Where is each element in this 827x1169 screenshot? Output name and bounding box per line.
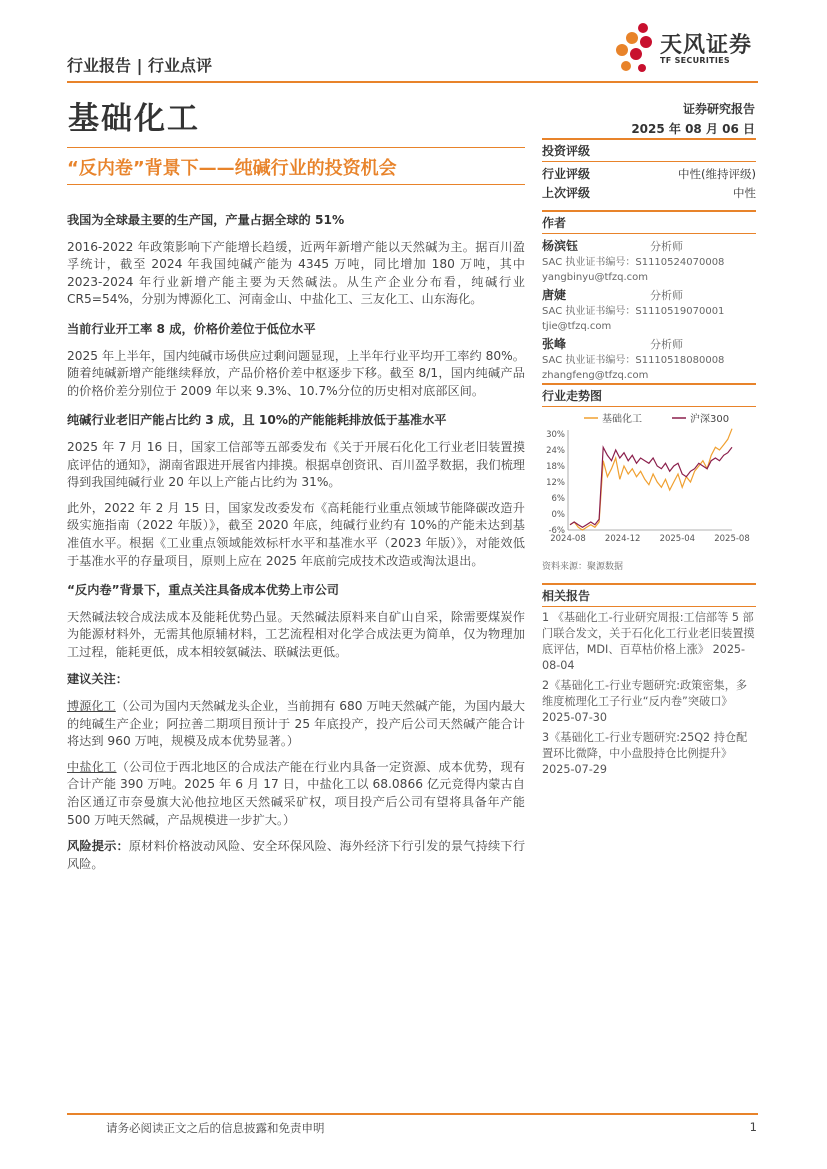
paragraph: 天然碱法较合成法成本及能耗优势凸显。天然碱法原料来自矿山自采，除需要煤炭作为能源材料外，无需其他原辅材料，工艺流程相对化学合成法更为简单，仅为物理加工过程，能耗更低，成本相较氨碱法、联碱法更低。 <box>67 609 525 659</box>
author-name: 杨滨钰 <box>542 239 579 253</box>
related-title: 2《基础化工-行业专题研究:政策密集，多维度梳理化工子行业“反内卷”突破口》 <box>542 679 748 708</box>
rating-heading: 投资评级 <box>542 144 591 158</box>
trend-heading: 行业走势图 <box>542 389 603 403</box>
company-name: 中盐化工 <box>67 759 117 774</box>
rating-block <box>542 138 756 203</box>
report-type: 证券研究报告 <box>682 102 755 116</box>
sector-title: 基础化工 <box>68 101 200 137</box>
report-title: “反内卷”背景下——纯碱行业的投资机会 <box>67 158 397 179</box>
divider <box>542 406 756 407</box>
related-report-link[interactable] <box>542 730 756 778</box>
author-sac: SAC 执业证书编号：S1110519070001 <box>542 306 725 317</box>
risk-label: 风险提示： <box>67 839 129 854</box>
legend-label: 基础化工 <box>602 414 642 425</box>
author-email: tjie@tfzq.com <box>542 321 612 332</box>
related-list <box>542 610 756 778</box>
author-email: zhangfeng@tfzq.com <box>542 370 649 381</box>
y-tick-label: 24% <box>546 446 565 456</box>
author-name: 唐婕 <box>542 288 567 302</box>
y-tick-label: 12% <box>546 478 565 488</box>
title-rule-top <box>67 147 525 148</box>
page-number: 1 <box>749 1120 757 1134</box>
author-entry <box>542 238 756 285</box>
related-heading: 相关报告 <box>542 589 591 603</box>
divider <box>542 233 756 234</box>
report-category: 行业报告 | 行业点评 <box>67 56 212 75</box>
title-rule-bottom <box>67 184 525 185</box>
trend-block <box>542 383 756 407</box>
company-name: 博源化工 <box>67 699 116 714</box>
related-date: 2025-07-30 <box>542 711 608 724</box>
section-heading: “反内卷”背景下，重点关注具备成本优势上市公司 <box>67 583 339 598</box>
author-sac: SAC 执业证书编号：S1110524070008 <box>542 257 725 268</box>
advice-item <box>67 698 525 751</box>
related-report-link[interactable] <box>542 610 756 674</box>
author-entry <box>542 287 756 334</box>
footer-disclaimer: 请务必阅读正文之后的信息披露和免责申明 <box>106 1121 325 1135</box>
author-sac: SAC 执业证书编号：S1110518080008 <box>542 355 725 366</box>
trend-chart <box>540 408 752 550</box>
paragraph: 此外，2022 年 2 月 15 日，国家发改委发布《高耗能行业重点领域节能降碳改造升级实施指南（2022 年版）》，截至 2020 年底，纯碱行业约有 10%的产能未达到基准值水平。根据《工业重点领域能效标杆水平和基准水平（2023 年版）》，对能效低于基准水平的存量项目，原则上应在 2025 年底前完成技术改造或淘汰退出。 <box>67 500 525 568</box>
logo-text: 天风证券 <box>660 33 753 58</box>
industry-rating-label: 行业评级 <box>542 167 591 181</box>
section-heading: 纯碱行业老旧产能占比约 3 成，且 10%的产能能耗排放低于基准水平 <box>67 413 447 428</box>
risk-text: 原材料价格波动风险、安全环保风险、海外经济下行引发的景气持续下行风险。 <box>67 839 526 871</box>
section-heading: 当前行业开工率 8 成，价格价差位于低位水平 <box>67 321 316 336</box>
report-date: 2025 年 08 月 06 日 <box>631 122 755 136</box>
y-tick-label: 18% <box>546 462 565 472</box>
related-title: 3《基础化工-行业专题研究:25Q2 持仓配置环比微降，中小盘股持仓比例提升》 <box>542 731 748 760</box>
y-tick-label: 0% <box>551 510 565 520</box>
related-report-link[interactable] <box>542 678 756 726</box>
divider <box>542 210 756 212</box>
x-tick-label: 2025-08 <box>714 534 750 544</box>
author-email: yangbinyu@tfzq.com <box>542 272 649 283</box>
related-date: 2025-07-29 <box>542 763 608 776</box>
related-block <box>542 583 756 778</box>
prev-rating-label: 上次评级 <box>542 186 591 200</box>
chart-source: 资料来源：聚源数据 <box>542 562 624 572</box>
y-tick-label: 30% <box>546 430 565 440</box>
main-body <box>67 212 525 873</box>
divider <box>542 606 756 607</box>
related-date: 2025-08-04 <box>542 643 746 672</box>
industry-rating-row <box>542 165 756 184</box>
tf-logo-icon <box>612 20 658 76</box>
authors-block <box>542 210 756 383</box>
legend-label: 沪深300 <box>690 414 730 425</box>
divider <box>542 583 756 585</box>
series-line <box>570 447 732 527</box>
author-entry <box>542 336 756 383</box>
prev-rating-value: 中性 <box>733 186 756 200</box>
y-tick-label: -6% <box>548 526 565 536</box>
x-tick-label: 2024-08 <box>550 534 586 544</box>
prev-rating-row <box>542 184 756 203</box>
divider <box>542 138 756 140</box>
author-name: 张峰 <box>542 337 567 351</box>
advice-text: （公司为国内天然碱龙头企业，当前拥有 680 万吨天然碱产能，为国内最大的纯碱生产企业；阿拉善二期项目预计于 25 年底投产，投产后公司天然碱产能合计将达到 960 万吨，规模及成本优势显著。） <box>67 699 525 749</box>
y-tick-label: 6% <box>551 494 565 504</box>
industry-rating-value: 中性(维持评级) <box>678 167 756 181</box>
risk-note <box>67 838 525 873</box>
logo-subtext: TF SECURITIES <box>660 56 730 65</box>
advice-item <box>67 759 525 829</box>
section-heading: 我国为全球最主要的生产国，产量占据全球的 51% <box>67 213 345 227</box>
paragraph: 2016-2022 年政策影响下产能增长趋缓，近两年新增产能以天然碱为主。据百川盈孚统计，截至 2024 年我国纯碱产能为 4345 万吨，同比增加 180 万吨，其中 2023-2024 年行业新增产能主要为天然碱法。从生产企业分布看，纯碱行业 CR5=54%，分别为博源化工、河南金山、中盐化工、三友化工、山东海化。 <box>67 239 525 307</box>
paragraph: 2025 年上半年，国内纯碱市场供应过剩问题显现，上半年行业平均开工率约 80%。随着纯碱新增产能继续释放，产品价格价差中枢逐步下移。截至 8/1，国内纯碱产品的价格价差分别位于 2009 年以来 9.3%、10.7%分位的历史相对底部区间。 <box>67 348 525 398</box>
author-role: 分析师 <box>650 240 683 253</box>
advice-heading: 建议关注： <box>67 672 128 687</box>
related-title: 1 《基础化工-行业研究周报:工信部等 5 部门联合发文，关于石化化工行业老旧装置摸底评估，MDI、百草枯价格上涨》 <box>542 611 755 656</box>
x-tick-label: 2024-12 <box>604 534 641 544</box>
x-tick-label: 2025-04 <box>659 534 696 544</box>
footer-rule <box>67 1113 758 1115</box>
author-role: 分析师 <box>650 289 683 302</box>
divider <box>542 383 756 385</box>
advice-text: （公司位于西北地区的合成法产能在行业内具备一定资源、成本优势，现有合计产能 390 万吨。2025 年 6 月 17 日，中盐化工以 68.0866 亿元竞得内蒙古自治区通辽市奈曼旗大沁他拉地区天然碱采矿权，项目投产后公司有望将具备年产能 500 万吨天然碱，产品规模进一步扩大。） <box>67 759 526 827</box>
header-rule <box>67 81 758 83</box>
series-line <box>570 429 732 530</box>
author-role: 分析师 <box>650 338 683 351</box>
paragraph: 2025 年 7 月 16 日，国家工信部等五部委发布《关于开展石化化工行业老旧装置摸底评估的通知》，湖南省跟进开展省内排摸。根据卓创资讯、百川盈孚数据，我们梳理得到我国纯碱行业 20 年以上产能占比约为 31%。 <box>67 439 525 490</box>
authors-heading: 作者 <box>542 216 567 230</box>
divider <box>542 161 756 162</box>
